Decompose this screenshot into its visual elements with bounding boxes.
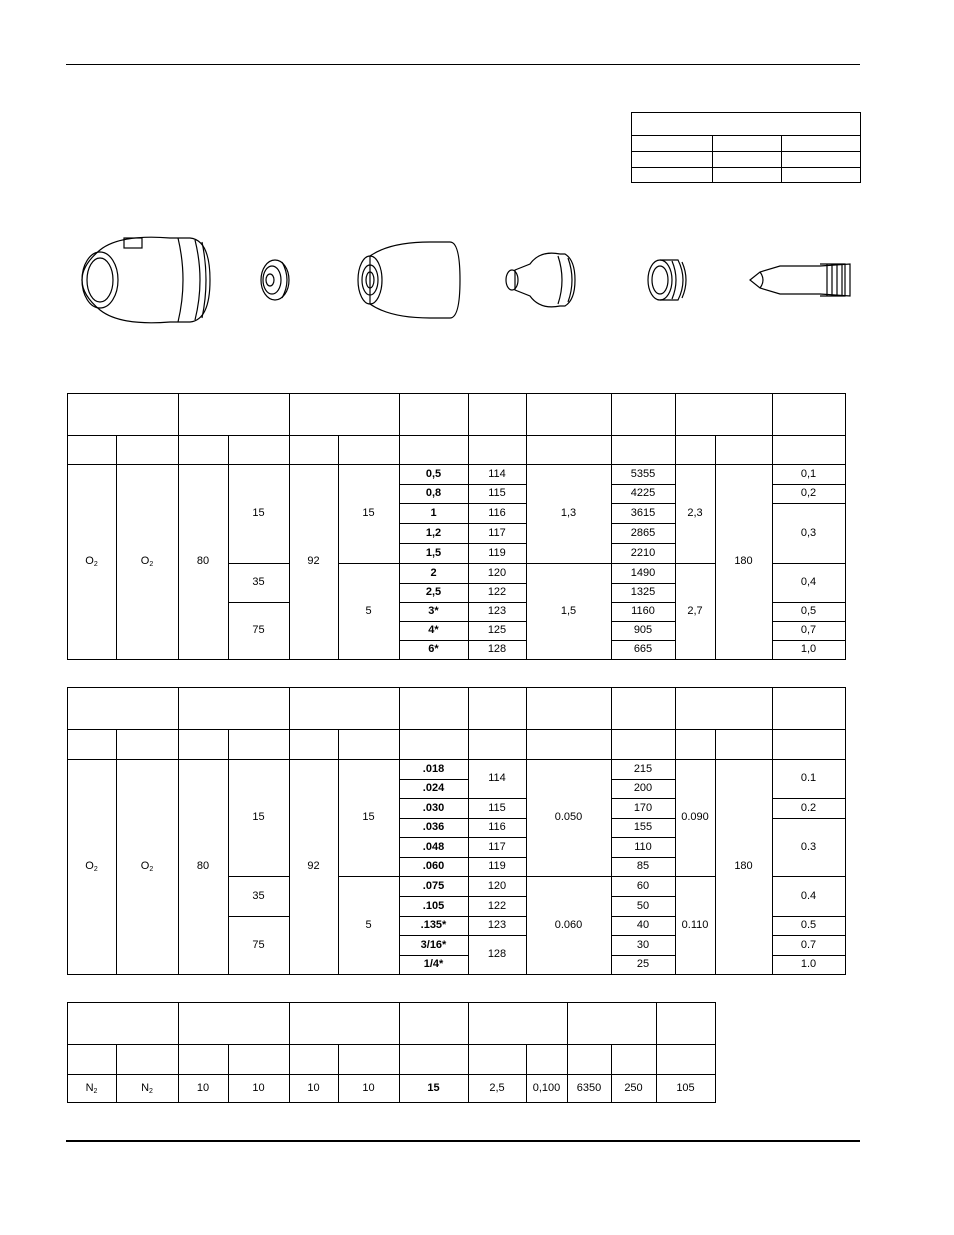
pierce-delay: 0,4	[800, 576, 817, 588]
pierce-delay: 0.2	[800, 801, 817, 814]
shield-preflow: 75	[252, 938, 265, 951]
thickness: .075	[422, 879, 445, 892]
retaining-cap-image	[358, 242, 460, 318]
table-rule	[178, 393, 179, 660]
table-rule	[715, 729, 716, 975]
mini-reference-table	[631, 112, 861, 183]
table-rule	[399, 563, 527, 564]
table-rule	[399, 523, 527, 524]
thickness: .105	[422, 899, 445, 912]
n2-value: 10	[362, 1081, 375, 1094]
table-rule	[67, 1044, 716, 1045]
cut-speed: 40	[636, 919, 650, 931]
shield-cap-image	[82, 237, 210, 323]
cut-speed: 155	[633, 821, 653, 833]
arc-voltage: 114	[488, 772, 506, 784]
table-rule	[611, 818, 676, 819]
table-rule	[611, 563, 676, 564]
shield-image	[261, 260, 289, 300]
table-rule	[772, 484, 846, 485]
table-rule	[399, 779, 469, 780]
table-rule	[338, 729, 339, 975]
thickness: 1/4*	[423, 958, 444, 970]
table-rule	[399, 916, 469, 917]
pierce-height: 0.090	[681, 811, 709, 823]
pierce-delay: 0,7	[800, 624, 817, 636]
thickness: .030	[422, 801, 445, 814]
table-rule	[399, 818, 469, 819]
table-rule	[468, 916, 527, 917]
pierce-delay: 1,0	[800, 643, 817, 655]
table-rule	[67, 687, 68, 975]
shield-cutflow: 5	[365, 604, 372, 617]
header-rule	[66, 64, 860, 65]
table-rule	[67, 393, 68, 660]
table-rule	[289, 687, 290, 975]
table-rule	[772, 621, 846, 622]
table-rule	[611, 523, 676, 524]
pierce-delay: 1.0	[800, 958, 817, 970]
table-rule	[772, 798, 846, 799]
table-rule	[772, 935, 846, 936]
table-rule	[675, 687, 676, 975]
shield-preflow: 15	[252, 507, 265, 519]
cut-speed: 110	[634, 840, 652, 853]
thickness: 0,8	[425, 487, 442, 499]
table-rule	[67, 393, 846, 394]
cut-speed: 2210	[630, 546, 656, 559]
table-rule	[772, 955, 846, 956]
cut-speed: 905	[633, 624, 653, 636]
arc-voltage: 128	[487, 643, 507, 655]
n2-value: 105	[676, 1081, 695, 1094]
pierce-factor: 180	[734, 555, 753, 567]
table-rule	[611, 779, 676, 780]
table-rule	[399, 876, 469, 877]
table-rule	[772, 602, 846, 603]
thickness: .135*	[420, 919, 447, 931]
thickness: .036	[422, 821, 445, 833]
table-rule	[228, 916, 290, 917]
table-rule	[611, 798, 676, 799]
nozzle-image	[506, 253, 575, 307]
thickness: 1,2	[425, 526, 442, 539]
table-rule	[611, 857, 676, 858]
arc-voltage: 123	[487, 919, 507, 931]
table-rule	[772, 818, 846, 819]
table-rule	[468, 857, 527, 858]
pierce-delay: 0,2	[800, 487, 817, 499]
cut-speed: 50	[636, 899, 650, 912]
thickness: 3*	[428, 605, 439, 617]
table-rule	[611, 621, 676, 622]
table-rule	[67, 759, 846, 760]
table-rule	[526, 393, 527, 660]
table-rule	[399, 837, 469, 838]
shield-cutflow: 15	[362, 507, 375, 519]
shield-cutflow: 15	[362, 811, 375, 823]
table-rule	[845, 393, 846, 660]
arc-voltage: 117	[488, 526, 506, 539]
pierce-delay: 0.5	[800, 919, 817, 931]
table-rule	[468, 798, 527, 799]
pierce-delay: 0.4	[800, 889, 817, 902]
thickness: 1,5	[425, 546, 442, 559]
electrode-image	[750, 264, 850, 296]
n2-value: 15	[427, 1081, 440, 1094]
thickness: .024	[422, 782, 445, 794]
table-rule	[468, 837, 527, 838]
plasma-gas: $O_2$	[85, 860, 98, 873]
table-rule	[399, 935, 469, 936]
arc-voltage: 123	[487, 605, 507, 617]
cut-speed: 60	[636, 879, 650, 892]
n2-value: 10	[196, 1081, 210, 1094]
pierce-delay: 0,1	[800, 467, 817, 480]
table-rule	[228, 563, 290, 564]
arc-voltage: 119	[488, 860, 506, 872]
torch-distance: 1,5	[560, 604, 577, 617]
arc-voltage: 128	[487, 948, 507, 960]
cut-speed: 4225	[630, 487, 656, 499]
table-rule	[338, 876, 400, 877]
cut-speed: 2865	[630, 526, 656, 539]
table-rule	[338, 563, 400, 564]
table-rule	[611, 503, 676, 504]
pierce-height: 2,7	[687, 604, 703, 617]
table-rule	[675, 876, 716, 877]
shield-preflow: 35	[252, 576, 265, 588]
n2-value: 10	[252, 1081, 265, 1094]
table-rule	[338, 435, 339, 660]
table-rule	[468, 935, 527, 936]
table-rule	[772, 916, 846, 917]
table-rule	[67, 435, 846, 436]
shield-cutflow: 5	[365, 918, 372, 931]
arc-voltage: 115	[488, 801, 506, 814]
pierce-delay: 0,5	[800, 605, 817, 617]
table-rule	[611, 543, 676, 544]
table-rule	[675, 563, 716, 564]
table-rule	[289, 393, 290, 660]
cut-speed: 200	[633, 782, 653, 794]
table-rule	[116, 729, 117, 975]
torch-distance: 0.050	[554, 811, 583, 823]
table-rule	[399, 602, 527, 603]
table-rule	[399, 621, 527, 622]
n2-value: 2,5	[489, 1081, 505, 1094]
table-rule	[611, 955, 676, 956]
table-rule	[67, 687, 846, 688]
plasma-gas: $O_2$	[85, 555, 98, 568]
arc-voltage: 125	[487, 624, 507, 636]
arc-voltage: 117	[488, 840, 506, 853]
cut-speed: 1160	[631, 605, 655, 617]
table-rule	[468, 896, 527, 897]
thickness: 2	[430, 566, 437, 579]
table-rule	[772, 640, 846, 641]
thickness: 1	[430, 506, 437, 519]
thickness: .018	[422, 762, 445, 775]
table-rule	[715, 435, 716, 660]
table-rule	[468, 818, 527, 819]
consumables-illustration	[60, 220, 880, 340]
shield-gas: $O_2$	[140, 555, 154, 568]
shield-gas: $O_2$	[140, 860, 154, 873]
n2-value: 0,100	[532, 1081, 561, 1094]
cut-speed: 3615	[630, 506, 656, 519]
table-rule	[399, 543, 527, 544]
table-rule	[526, 876, 612, 877]
cut-speed: 1490	[630, 566, 656, 579]
torch-distance: 1,3	[560, 507, 577, 519]
pierce-delay: 0.7	[800, 938, 817, 951]
table-rule	[178, 687, 179, 975]
arc-voltage: 120	[487, 566, 507, 579]
n2-value: 10	[307, 1081, 320, 1094]
table-rule	[67, 974, 846, 975]
table-rule	[67, 464, 846, 465]
arc-voltage: 116	[488, 506, 506, 519]
table-rule	[611, 602, 676, 603]
table-rule	[715, 1002, 716, 1103]
thickness: 6*	[428, 643, 439, 655]
footer-rule	[66, 1140, 860, 1142]
table-rule	[611, 583, 676, 584]
table-rule	[675, 393, 676, 660]
n2-value: 6350	[576, 1081, 602, 1094]
table-rule	[611, 876, 676, 877]
table-rule	[399, 798, 469, 799]
cut-speed: 85	[636, 860, 650, 872]
arc-voltage: 119	[488, 546, 506, 559]
pierce-height: 0.110	[681, 918, 709, 931]
table-rule	[772, 503, 846, 504]
plasma-preflow: 80	[196, 860, 210, 872]
table-rule	[611, 640, 676, 641]
table-rule	[399, 503, 527, 504]
pierce-factor: 180	[734, 860, 753, 872]
table-rule	[67, 1102, 716, 1103]
table-rule	[116, 435, 117, 660]
plasma-preflow: 80	[196, 555, 210, 567]
pierce-height: 2,3	[687, 507, 703, 519]
table-rule	[228, 602, 290, 603]
plasma-cutflow: 92	[307, 860, 320, 872]
table-rule	[399, 583, 527, 584]
plasma-gas: $N_2$	[85, 1081, 98, 1095]
table-rule	[845, 687, 846, 975]
table-rule	[67, 1074, 716, 1075]
table-rule	[468, 876, 527, 877]
table-rule	[67, 1002, 716, 1003]
table-rule	[526, 687, 527, 975]
table-rule	[772, 876, 846, 877]
cut-speed: 25	[636, 958, 650, 970]
cut-speed: 215	[633, 762, 653, 775]
pierce-delay: 0,3	[800, 526, 817, 539]
swirl-ring-image	[648, 260, 686, 300]
table-rule	[611, 896, 676, 897]
plasma-cutflow: 92	[307, 555, 320, 567]
shield-preflow: 75	[252, 624, 265, 636]
n2-value: 250	[624, 1081, 643, 1094]
table-rule	[399, 896, 469, 897]
thickness: .060	[422, 860, 445, 872]
table-rule	[399, 955, 469, 956]
table-rule	[67, 729, 846, 730]
thickness: 3/16*	[420, 938, 447, 951]
thickness: .048	[422, 840, 445, 853]
table-rule	[67, 659, 846, 660]
torch-distance: 0.060	[554, 918, 583, 931]
arc-voltage: 120	[487, 879, 507, 892]
table-rule	[611, 916, 676, 917]
cut-speed: 30	[636, 938, 650, 951]
arc-voltage: 116	[488, 821, 506, 833]
arc-voltage: 115	[488, 487, 506, 499]
shield-gas: $N_2$	[141, 1081, 153, 1095]
table-rule	[399, 857, 469, 858]
cut-speed: 665	[633, 643, 653, 655]
table-rule	[611, 837, 676, 838]
pierce-delay: 0.1	[800, 772, 817, 784]
arc-voltage: 122	[487, 899, 507, 912]
shield-preflow: 35	[252, 889, 265, 902]
cut-speed: 5355	[630, 467, 656, 480]
arc-voltage: 114	[488, 467, 506, 480]
table-rule	[611, 935, 676, 936]
shield-preflow: 15	[252, 811, 265, 823]
thickness: 0,5	[425, 467, 442, 480]
table-rule	[399, 640, 527, 641]
thickness: 4*	[428, 624, 439, 636]
table-rule	[611, 484, 676, 485]
thickness: 2,5	[425, 586, 442, 598]
table-rule	[772, 563, 846, 564]
table-rule	[526, 563, 612, 564]
arc-voltage: 122	[487, 586, 507, 598]
table-rule	[228, 876, 290, 877]
table-rule	[399, 484, 527, 485]
cut-speed: 1325	[630, 586, 656, 598]
cut-speed: 170	[633, 801, 653, 814]
pierce-delay: 0.3	[800, 840, 817, 853]
